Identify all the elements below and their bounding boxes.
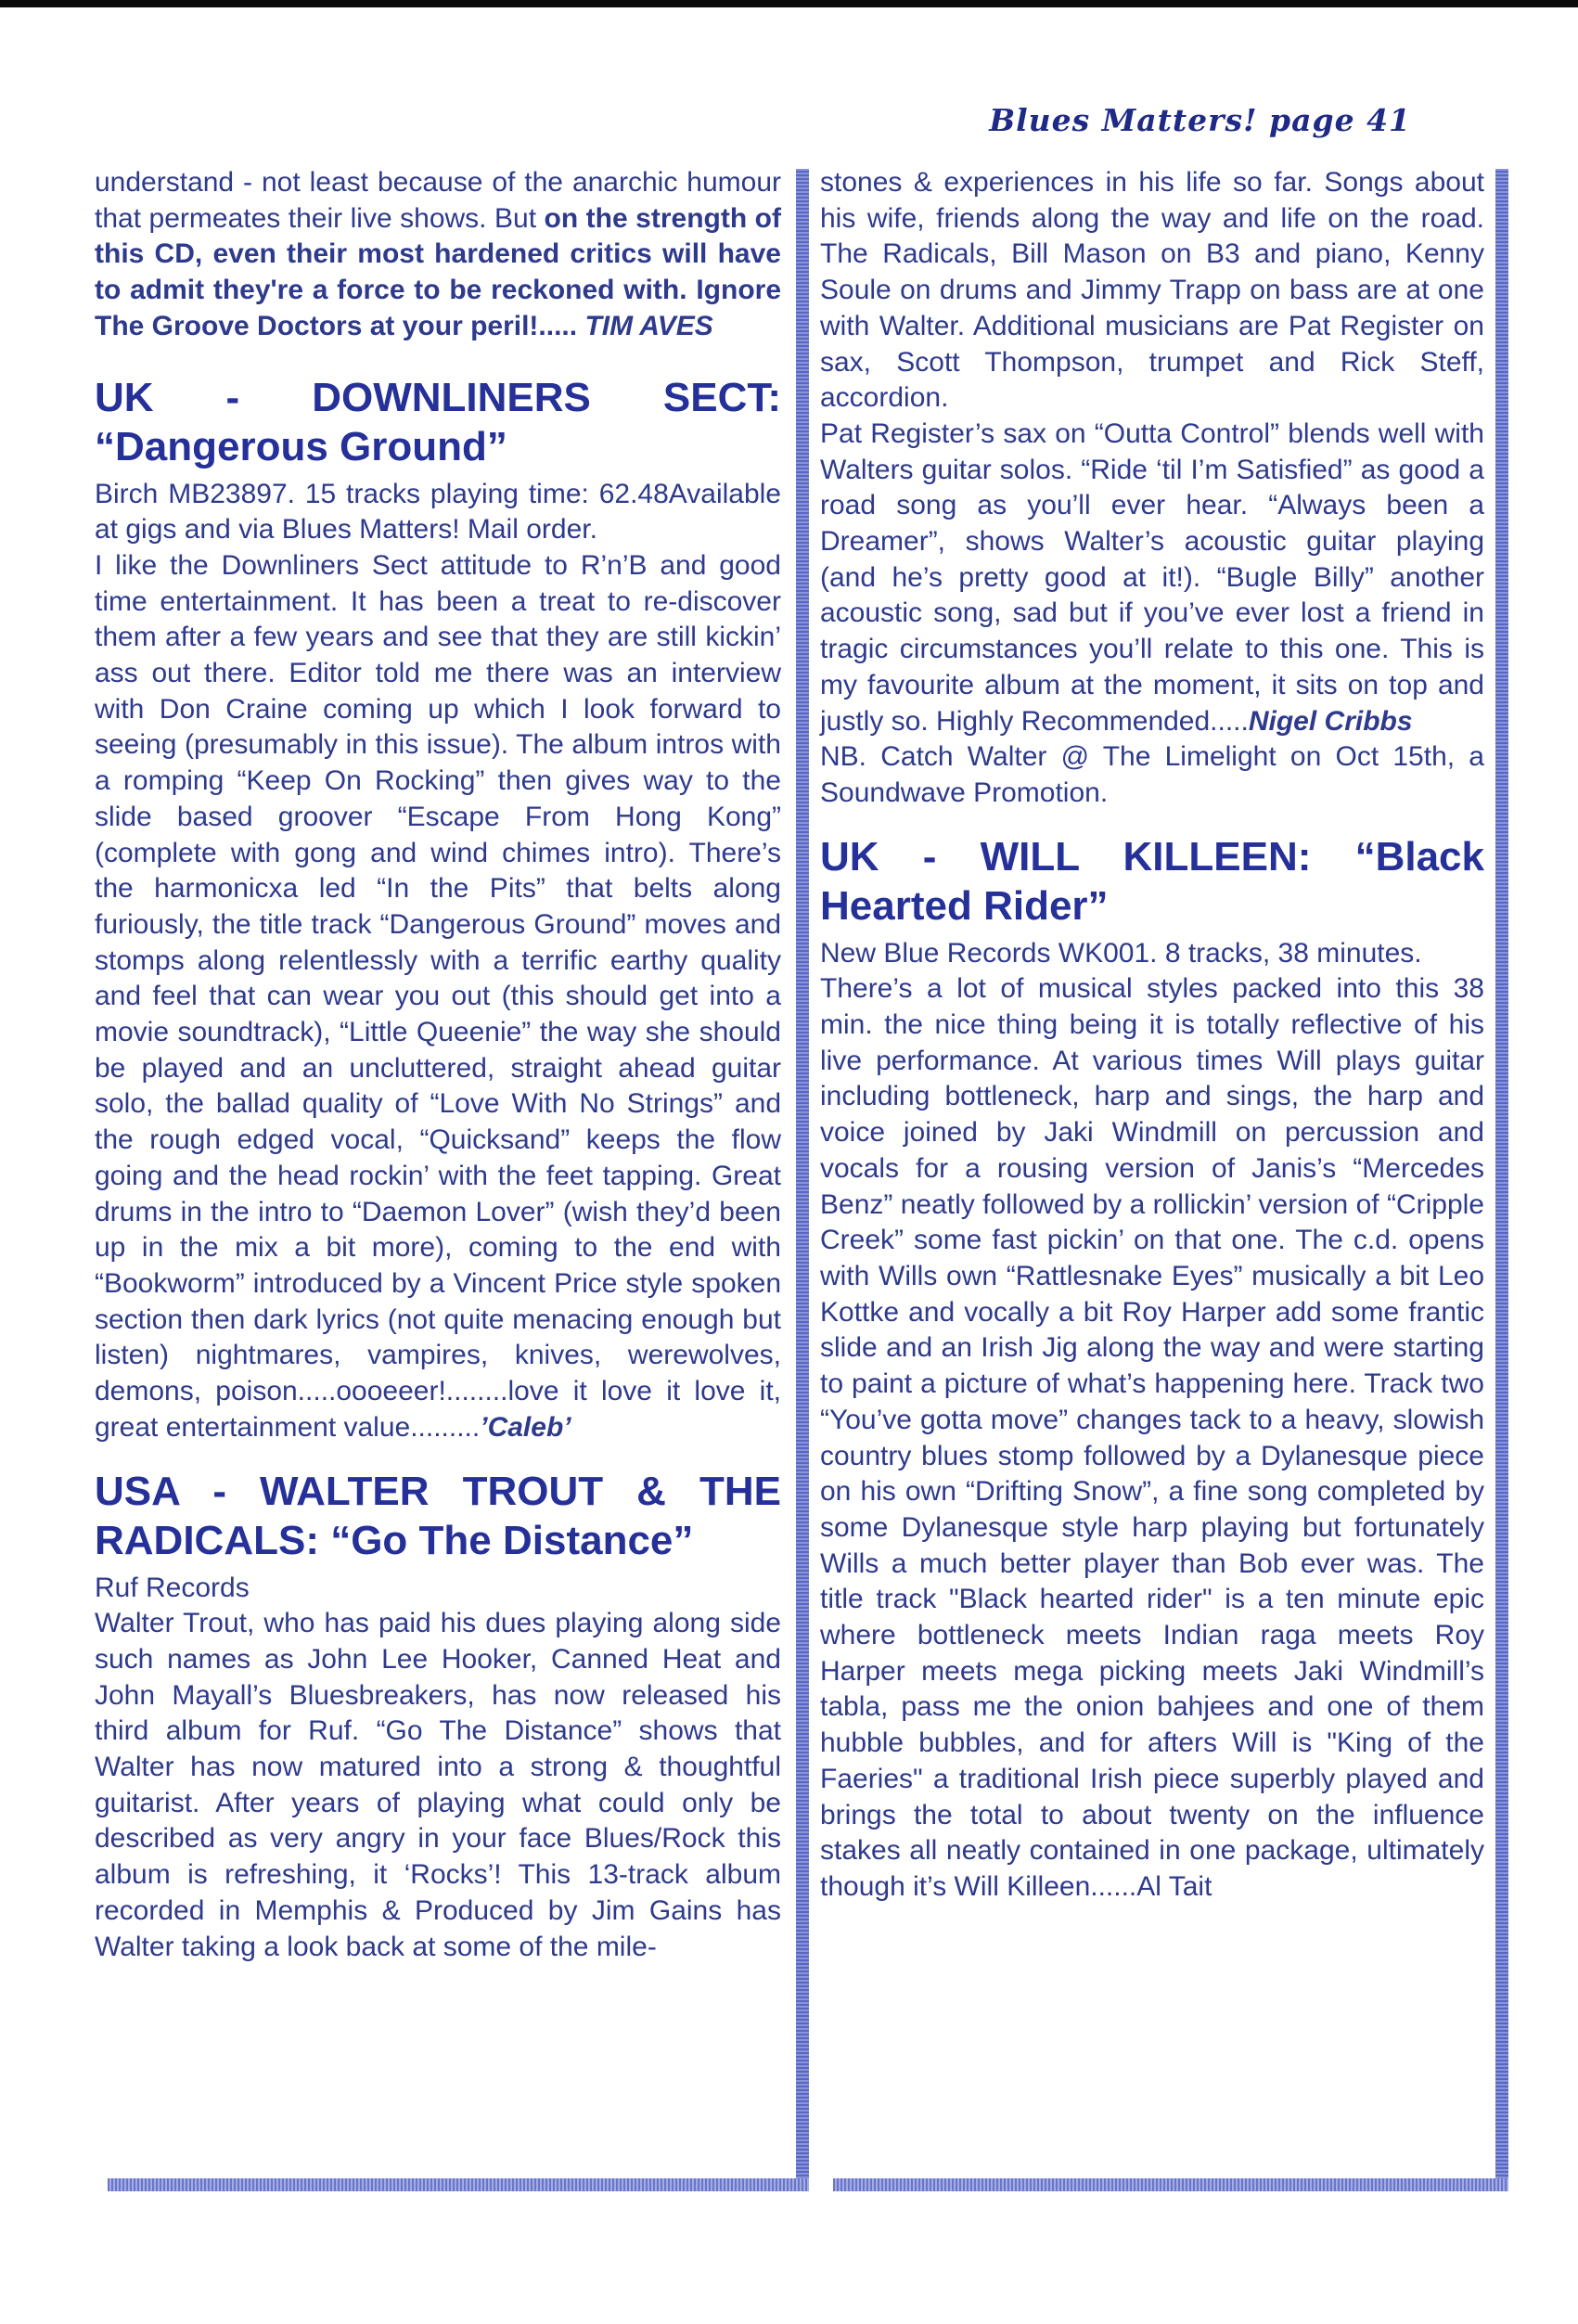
top-border (0, 0, 1578, 7)
right-column (820, 165, 1484, 1906)
column-shadow-left (796, 169, 809, 2191)
review-text: Pat Register’s sax on “Outta Control” blends well with Walters guitar solos. “Ride ‘til I’m Satisfied” as good a road song as you’ll ever hear. “Always been a Dreamer”, shows Walter’s acoustic guitar playing (and he’s pretty good at it!). “Bugle Billy” another acoustic song, sad but if you’ve ever lost a friend in tragic circumstances you’ll relate to this one. This is my favourite album at the moment, it sits on top and justly so. Highly Recommended..... (820, 417, 1484, 737)
nb-note: NB. Catch Walter @ The Limelight on Oct 15th, a Soundwave Promotion. (820, 741, 1484, 808)
intro-bold-text: on the strength of this CD, even their most hardened critics will have to admit they're a force to be reckoned with. Ignore The Groove Doctors at your peril!..... (95, 202, 781, 341)
column-shadow-right (1495, 169, 1508, 2191)
column-bottom-shadow-left (108, 2178, 809, 2191)
review-body-downliners (95, 548, 781, 1446)
review-title-will-killeen: UK - WILL KILLEEN: “Black Hearted Rider” (820, 833, 1484, 929)
intro-author: TIM AVES (584, 310, 713, 341)
review-body-will-killeen: There’s a lot of musical styles packed into this 38 min. the nice thing being it is totally reflective of his live performance. At various times Will plays guitar including bottleneck, harp and sings, the harp and voice joined by Jaki Windmill on percussion and vocals for a rousing version of Janis’s “Mercedes Benz” neatly followed by a rollickin’ version of “Cripple Creek” some fast pickin’ on that one. The c.d. opens with Wills own “Rattlesnake Eyes” musically a bit Leo Kottke and vocally a bit Roy Harper add some frantic slide and an Irish Jig along the way and were starting to paint a picture of what’s happening here. Track two “You’ve gotta move” changes tack to a heavy, slowish country blues stomp followed by a Dylanesque piece on his own “Drifting Snow”, a fine song completed by some Dylanesque style harp playing but fortunately Wills a much better player than Bob ever was. The title track "Black hearted rider" is a ten minute epic where bottleneck meets Indian raga meets Roy Harper meets mega picking meets Jaki Windmill’s tabla, pass me the onion bahjees and one of them hubble bubbles, and for afters Will is "King of the Faeries" a traditional Irish piece superbly played and brings the total to about twenty on the influence stakes all neatly contained in one package, ultimately though it’s Will Killeen......Al Tait (820, 973, 1484, 1902)
intro-text: understand - not least because of the anarchic humour that permeates their live shows. But (95, 167, 781, 234)
review-author: ’Caleb’ (480, 1411, 571, 1443)
review-info-downliners: Birch MB23897. 15 tracks playing time: 62.48Available at gigs and via Blues Matters! Mail order. (95, 478, 781, 546)
page-header: Blues Matters! page 41 (989, 102, 1411, 138)
intro-paragraph (95, 165, 781, 345)
review-body-walter-trout: Walter Trout, who has paid his dues playing along side such names as John Lee Hooker, Canned Heat and John Mayall’s Bluesbreakers, has now released his third album for Ruf. “Go The Distance” shows that Walter has now matured into a strong & thoughtful guitarist. After years of playing what could only be described as very angry in your face Blues/Rock this album is refreshing, it ‘Rocks’! This 13-track album recorded in Memphis & Produced by Jim Gains has Walter taking a look back at some of the mile- (95, 1608, 781, 1962)
left-column (95, 165, 781, 1965)
review-author: Nigel Cribbs (1248, 705, 1413, 737)
column-bottom-shadow-right (833, 2178, 1508, 2191)
review-title-downliners: UK - DOWNLINERS SECT: “Dangerous Ground” (95, 374, 781, 469)
walter-trout-continued-1: stones & experiences in his life so far. Songs about his wife, friends along the way and life on the road. The Radicals, Bill Mason on B3 and piano, Kenny Soule on drums and Jimmy Trapp on bass are at one with Walter. Additional musicians are Pat Register on sax, Scott Thompson, trumpet and Rick Steff, accordion. (820, 167, 1484, 414)
review-title-walter-trout: USA - WALTER TROUT & THE RADICALS: “Go The Distance” (95, 1468, 781, 1563)
review-text: I like the Downliners Sect attitude to R’n’B and good time entertainment. It has been a treat to re-discover them after a few years and see that they are still kickin’ ass out there. Editor told me there was an interview with Don Craine coming up which I look forward to seeing (presumably in this issue). The album intros with a romping “Keep On Rocking” then gives way to the slide based groover “Escape From Hong Kong” (complete with gong and wind chimes intro). There’s the harmonicxa led “In the Pits” that belts along furiously, the title track “Dangerous Ground” moves and stomps along relentlessly with a terrific earthy quality and feel that can wear you out (this should get into a movie soundtrack), “Little Queenie” the way she should be played and an uncluttered, straight ahead guitar solo, the ballad quality of “Love With No Strings” and the rough edged vocal, “Quicksand” keeps the flow going and the head rockin’ with the feet tapping. Great drums in the intro to “Daemon Lover” (wish they’d been up in the mix a bit more), coming to the end with “Bookworm” introduced by a Vincent Price style spoken section then dark lyrics (not quite menacing enough but listen) nightmares, vampires, knives, werewolves, demons, poison.....oooeeer!........love it love it love it, great entertainment value......... (95, 549, 781, 1443)
walter-trout-continued-2 (820, 417, 1484, 739)
review-info-walter-trout: Ruf Records (95, 1572, 250, 1603)
review-info-will-killeen: New Blue Records WK001. 8 tracks, 38 minutes. (820, 937, 1422, 969)
